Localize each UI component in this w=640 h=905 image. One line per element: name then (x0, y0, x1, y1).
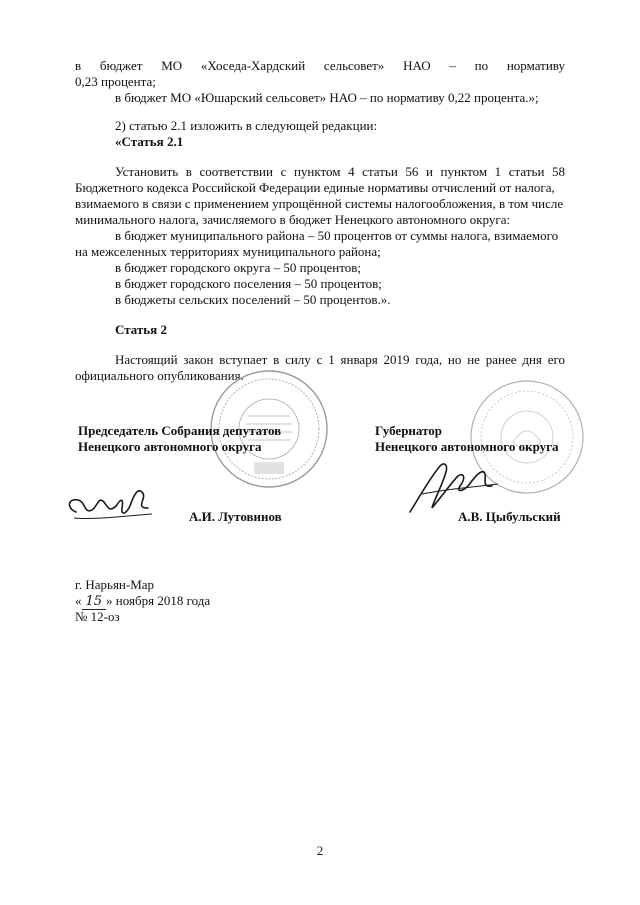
left-signatory-title: Председатель Собрания депутатов (78, 423, 282, 438)
left-signatory-title: Ненецкого автономного округа (78, 439, 262, 454)
date-open: « (75, 593, 82, 608)
right-signatory-name: А.В. Цыбульский (458, 509, 561, 524)
text-line: в бюджет городского поселения – 50 процентов; (115, 276, 382, 291)
date-day: 15 (82, 594, 107, 610)
text-line: на межселенных территориях муниципального района; (75, 244, 381, 259)
left-signature-icon (64, 478, 156, 526)
footer-date (75, 593, 335, 610)
text-line: Установить в соответствии с пунктом 4 статьи 56 и пунктом 1 статьи 58 (115, 164, 565, 179)
text-line: 2) статью 2.1 изложить в следующей редакции: (115, 118, 378, 133)
text-line: официального опубликования. (75, 368, 244, 383)
page-number: 2 (316, 843, 324, 858)
footer-city: г. Нарьян-Мар (75, 577, 155, 592)
text-line: в бюджет МО «Юшарский сельсовет» НАО – по нормативу 0,22 процента.»; (115, 90, 539, 105)
text-line: 0,23 процента; (75, 74, 156, 89)
text-line: минимального налога, зачисляемого в бюджет Ненецкого автономного округа: (75, 212, 511, 227)
text-line: Бюджетного кодекса Российской Федерации единые нормативы отчислений от налога, (75, 180, 555, 195)
date-rest: » ноября 2018 года (106, 593, 211, 608)
text-line: Настоящий закон вступает в силу с 1 января 2019 года, но не ранее дня его (115, 352, 565, 367)
article-heading: «Статья 2.1 (115, 134, 184, 149)
footer-law-number: № 12-оз (75, 609, 120, 624)
text-line: в бюджет городского округа – 50 процентов; (115, 260, 362, 275)
text-line: в бюджеты сельских поселений – 50 процентов.». (115, 292, 391, 307)
right-signatory-title: Ненецкого автономного округа (375, 439, 559, 454)
text-line: в бюджет МО «Хоседа-Хардский сельсовет» НАО – по нормативу (75, 58, 565, 73)
article-heading: Статья 2 (115, 322, 167, 337)
right-signatory-title: Губернатор (375, 423, 443, 438)
text-line: в бюджет муниципального района – 50 процентов от суммы налога, взимаемого (115, 228, 559, 243)
text-line: взимаемого в связи с применением упрощённой системы налогообложения, в том числе (75, 196, 564, 211)
left-signatory-name: А.И. Лутовинов (189, 509, 282, 524)
